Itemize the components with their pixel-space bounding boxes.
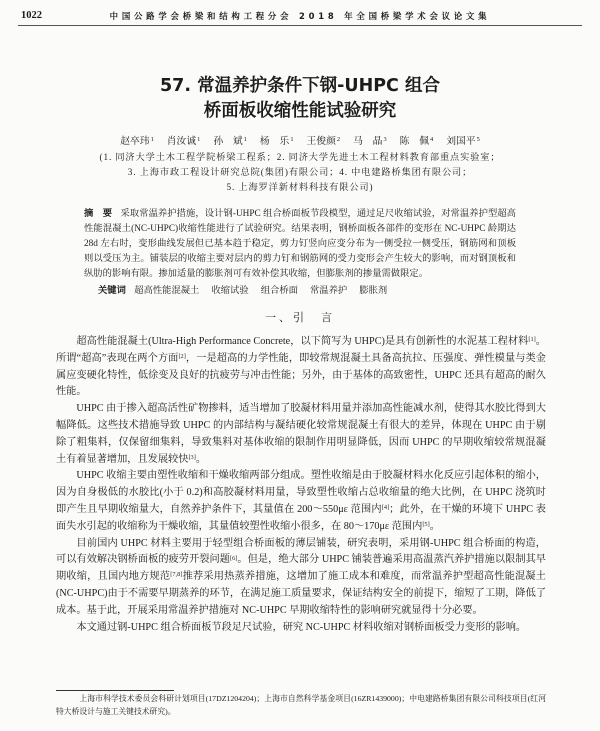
- citation-marker: [2]: [178, 352, 186, 360]
- affiliation-block: [40, 150, 560, 195]
- author-affiliation-mark: 2: [336, 135, 341, 143]
- paragraph-text: ；此外，在干燥的环境下 UHPC 表面失水引起的收缩称为干燥收缩，其量值较塑性收缩小很多，在 80～170με 范围内: [56, 503, 546, 532]
- body-text: [56, 334, 546, 636]
- page-number: 1022: [21, 10, 42, 21]
- paragraph-text: 超高性能混凝土(Ultra-High Performance Concrete，以下简写为 UHPC)是具有创新性的水泥基工程材料: [76, 336, 529, 347]
- citation-marker: [3]: [188, 453, 196, 461]
- author-affiliation-mark: 1: [243, 135, 247, 143]
- abstract-text: 采取常温养护措施，设计钢-UHPC 组合桥面板节段模型，通过足尺收缩试验，对常温养护型超高性能混凝土(NC-UHPC)收缩性能进行了试验研究。结果表明，钢桥面板各部件的变形在 NC-UHPC 龄期达 28d 左右时，变形曲线发展但已基本趋于稳定，剪力钉竖向应变分布为一侧受拉一侧受压，钢筋网和顶板则以受压为主。铺装层的收缩主要对层内的剪力钉和钢筋网的受力变形会产生较大的影响，而对钢顶板和纵肋的影响有限。掺加适量的膨胀剂可有效补偿其收缩，但膨胀剂的掺量需做限定。: [84, 209, 516, 279]
- citation-marker: [5]: [422, 520, 430, 528]
- paragraph-text: UHPC 收缩主要由塑性收缩和干燥收缩两部分组成。塑性收缩是由于胶凝材料水化反应引起体积的缩小，因为自身极低的水胶比(小于 0.2)和高胶凝材料用量，导致塑性收缩占总收缩量的绝大比例，在 UHPC 浇筑时即产生且早期收缩量大，自然养护条件下，其量值在 200～550με 范围内: [56, 470, 546, 515]
- citation-marker: [6]: [229, 554, 238, 562]
- author: [446, 135, 480, 149]
- abstract-label: 摘 要: [84, 208, 113, 219]
- keyword: 超高性能混凝土: [134, 286, 200, 296]
- affiliation-line: 3. 上海市政工程设计研究总院(集团)有限公司；4. 中电建路桥集团有限公司；: [127, 167, 473, 177]
- paper-title: [0, 74, 600, 124]
- author: [213, 135, 247, 149]
- running-header: [18, 6, 582, 26]
- paragraph-text: 。: [195, 453, 206, 465]
- author-name: 杨 乐: [259, 136, 290, 147]
- keyword: 常温养护: [310, 286, 348, 296]
- paragraph-text: 。但是，绝大部分 UHPC 铺装普遍采用高温蒸汽养护措施以限制其早期收缩，且国内地方规范: [56, 554, 546, 583]
- author-name: 赵卒玮: [120, 136, 150, 147]
- body-paragraph: [56, 334, 546, 401]
- body-paragraph: [56, 536, 546, 620]
- affiliation-line: (1. 同济大学土木工程学院桥梁工程系；2. 同济大学先进土木工程材料教育部重点实验室；: [99, 152, 501, 162]
- paragraph-text: 。所谓“超高”表现在两个方面: [56, 336, 546, 364]
- body-paragraph: [56, 468, 546, 535]
- author-affiliation-mark: 5: [476, 135, 480, 143]
- author: [167, 135, 201, 149]
- keyword-list: [134, 286, 399, 296]
- abstract-block: [84, 206, 516, 299]
- keywords-line: [84, 283, 516, 299]
- keyword: 收缩试验: [211, 286, 249, 296]
- section-heading: 一、引 言: [265, 311, 335, 324]
- author: [400, 135, 434, 149]
- author-list: [60, 135, 540, 149]
- affiliation-line: 5. 上海罗洋新材料科技有限公司): [226, 182, 374, 192]
- author-affiliation-mark: 1: [197, 135, 201, 143]
- author: [307, 135, 341, 149]
- paragraph-text: 推荐采用热蒸养措施，这增加了施工成本和难度，而常温养护型超高性能混凝土(NC-UHPC)由于不需要早期蒸养的环节，在满足施工质量要求，保证结构安全的前提下，缩短了工期，降低了成本。基于此，开展采用常温养护措施对 NC-UHPC 早期收缩特性的影响研究就显得十分必要。: [56, 571, 546, 616]
- citation-marker: [1]: [528, 336, 536, 344]
- keyword: 膨胀剂: [359, 286, 388, 296]
- citation-marker: [7,8]: [170, 571, 183, 579]
- footnote-divider: [56, 690, 174, 691]
- author: [353, 135, 387, 149]
- paper-title-line-1: 57. 常温养护条件下钢-UHPC 组合: [160, 76, 440, 96]
- author: [260, 135, 294, 149]
- author-name: 孙 斌: [213, 136, 243, 147]
- paper-title-line-2: 桥面板收缩性能试验研究: [203, 101, 397, 121]
- author-name: 肖汝诚: [166, 136, 197, 147]
- author: [120, 135, 154, 149]
- citation-marker: [4]: [381, 504, 390, 512]
- keywords-label: 关键词: [98, 285, 126, 296]
- author-name: 王俊颜: [306, 136, 336, 147]
- paragraph-text: UHPC 由于掺入超高活性矿物掺料，适当增加了胶凝材料用量并添加高性能减水剂，使得其水胶比得到大幅降低。这些技术措施导致 UHPC 的内部结构与凝结硬化较常规混凝土有很大的差异，体现在 UHPC 由于剔除了粗集料，仅保留细集料，导致集料对基体收缩的限制作用明显降低，因而 UHPC 的早期收缩较常规混凝土有着显著增加，且发展较快: [56, 403, 546, 465]
- author-name: 马 晶: [353, 136, 383, 147]
- author-name: 刘国平: [446, 136, 476, 147]
- keyword: 组合桥面: [260, 286, 298, 296]
- paragraph-text: ，一是超高的力学性能，即较常规混凝土具备高抗拉、压强度、弹性模量与类金属应变硬化特性，低徐变及良好的抗疲劳与冲击性能；另外，由于基体的高致密性，UHPC 还具有超高的耐久性能。: [56, 352, 546, 398]
- author-affiliation-mark: 1: [150, 135, 154, 143]
- paragraph-text: 本文通过钢-UHPC 组合桥面板节段足尺试验，研究 NC-UHPC 材料收缩对钢桥面板受力变形的影响。: [76, 621, 527, 633]
- paragraph-text: 目前国内 UHPC 材料主要用于轻型组合桥面板的薄层铺装，研究表明，采用钢-UHPC 组合桥面的构造，可以有效解决钢桥面板的疲劳开裂问题: [56, 537, 546, 566]
- abstract-paragraph: [84, 206, 516, 282]
- author-affiliation-mark: 3: [383, 135, 387, 143]
- body-paragraph: [56, 620, 546, 637]
- paragraph-text: 。: [429, 520, 440, 532]
- body-paragraph: [56, 401, 546, 468]
- footnote: 上海市科学技术委员会科研计划项目(17DZ1204204)；上海市自然科学基金项目(16ZR1439000)；中电建路桥集团有限公司科技项目(红河特大桥设计与施工关键技术研究)。: [56, 694, 546, 716]
- author-name: 陈 佩: [399, 136, 430, 147]
- author-affiliation-mark: 4: [430, 135, 434, 143]
- running-title: 中国公路学会桥梁和结构工程分会 2018 年全国桥梁学术会议论文集: [109, 11, 491, 21]
- author-affiliation-mark: 1: [290, 135, 294, 143]
